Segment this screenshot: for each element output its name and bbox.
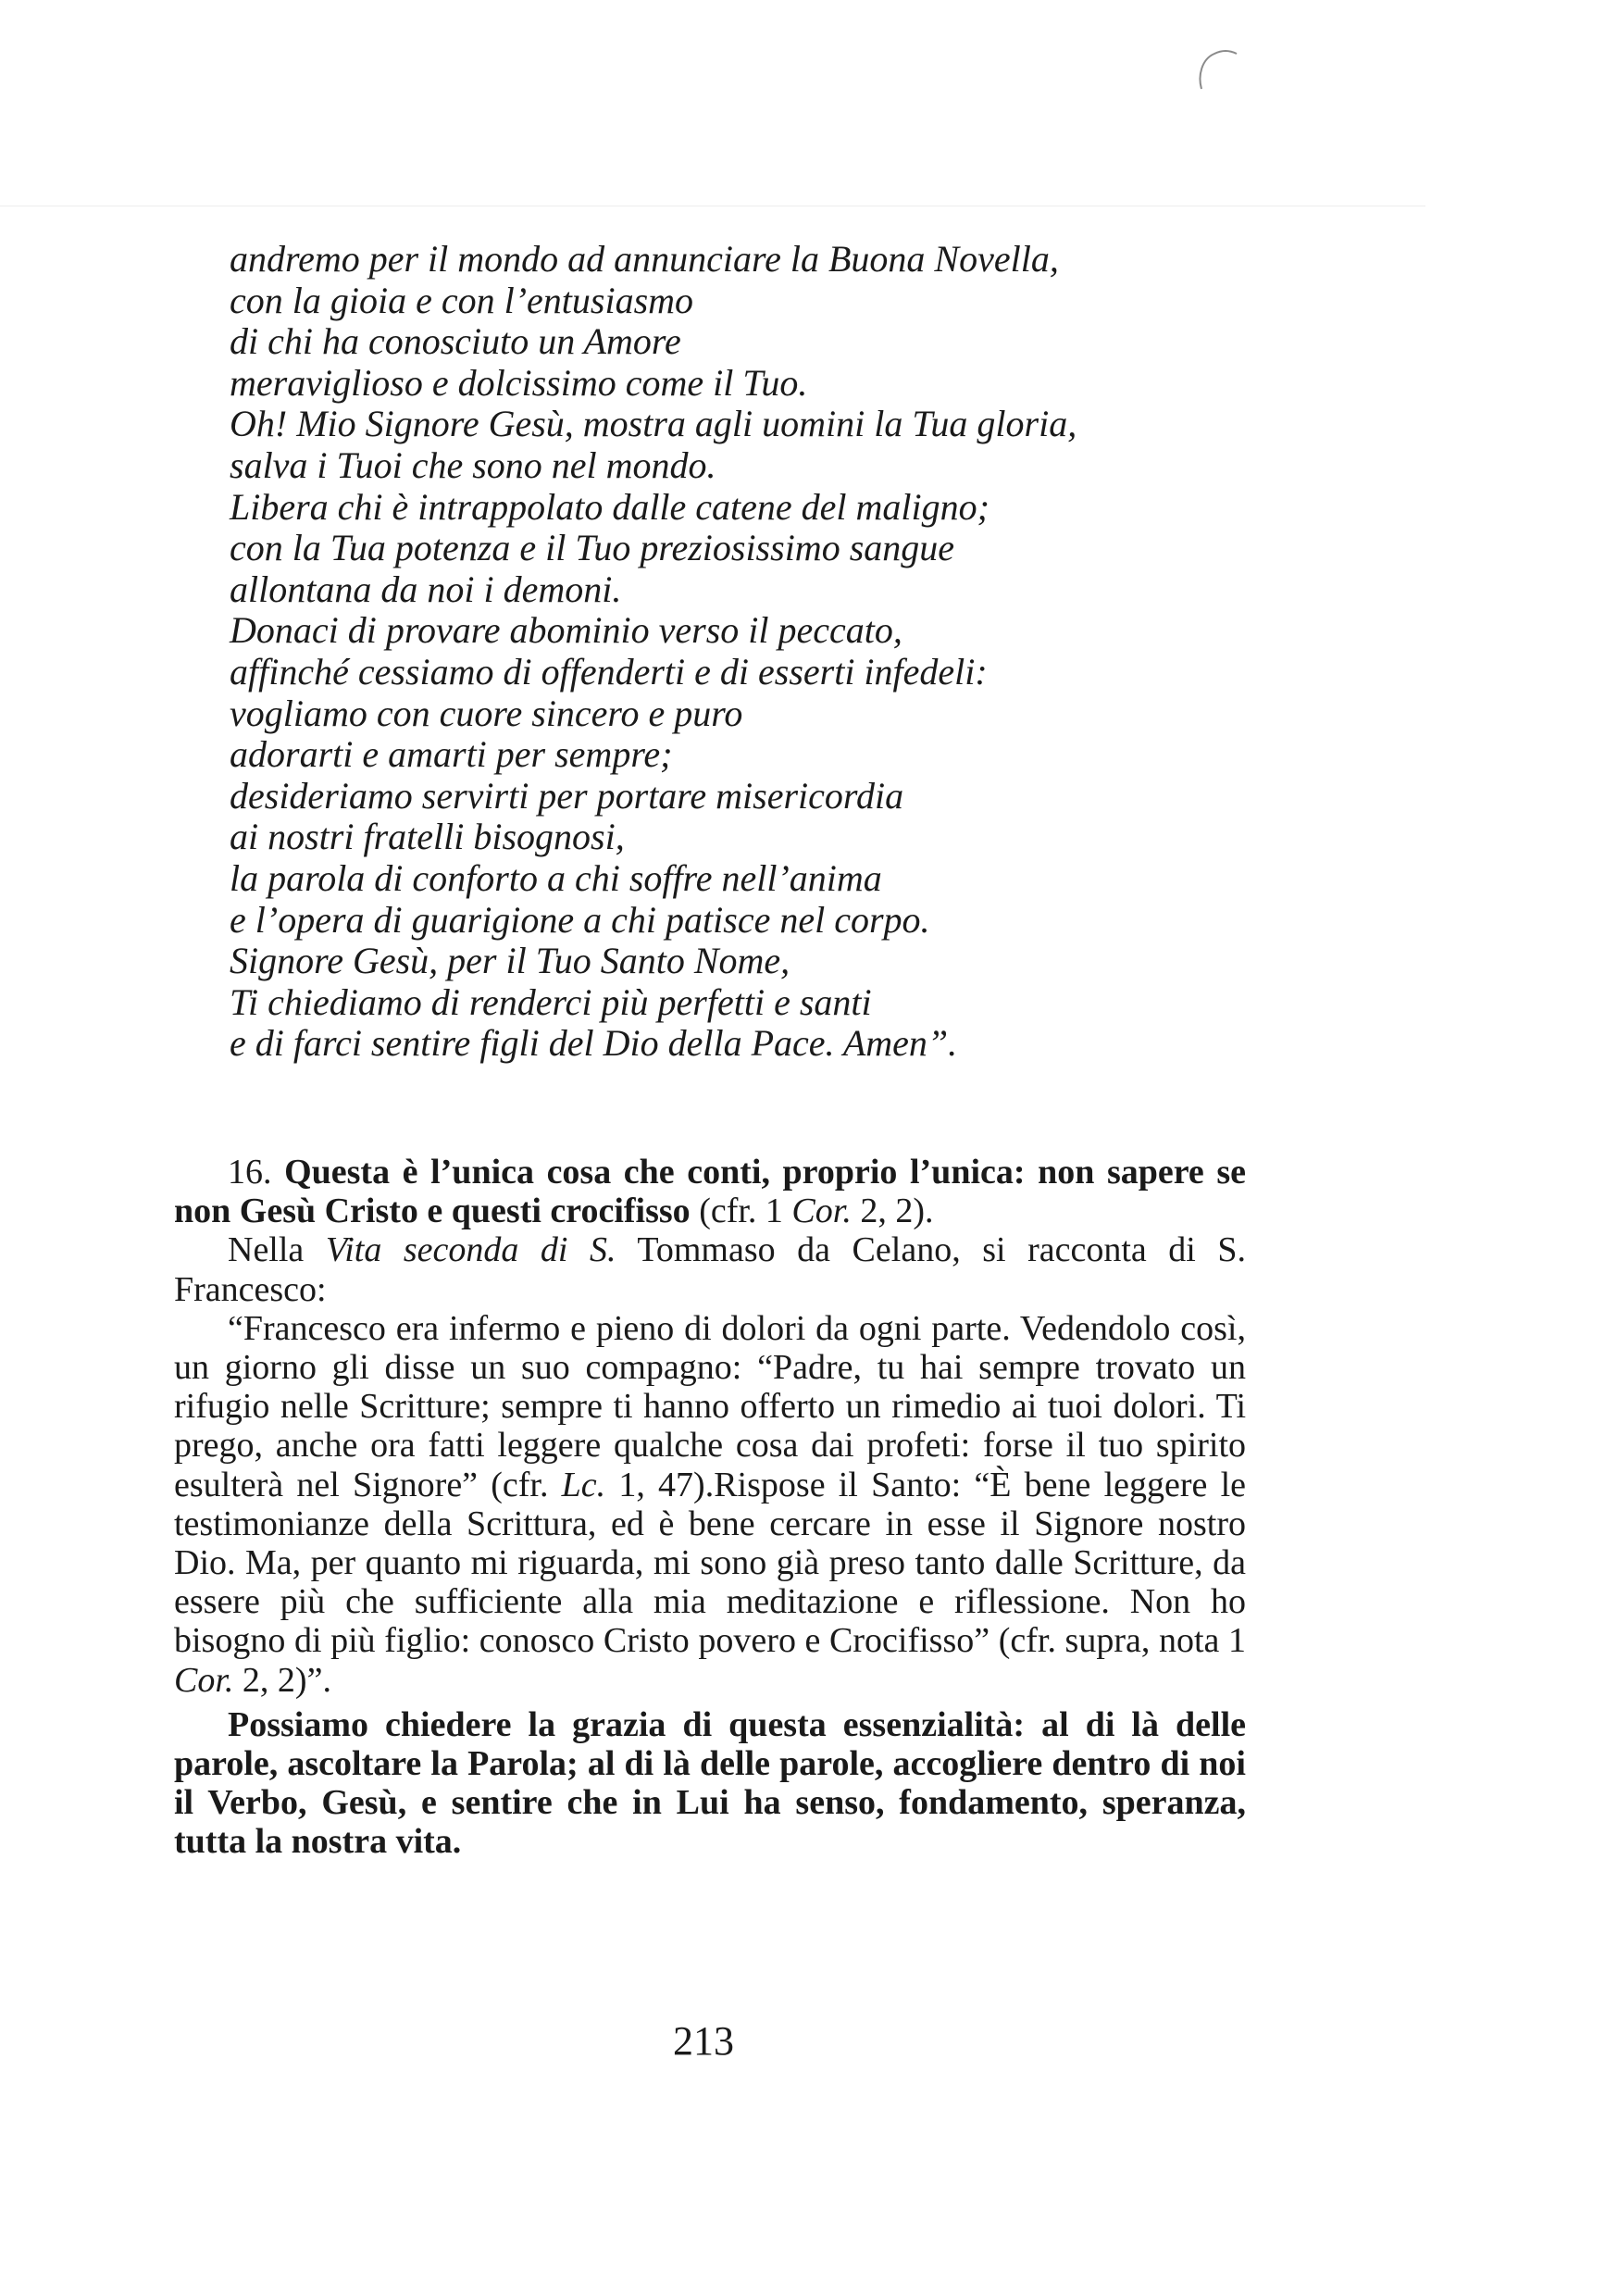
poem-line: Libera chi è intrappolato dalle catene del maligno; xyxy=(230,485,989,528)
section-16-heading: 16. Questa è l’unica cosa che conti, proprio l’unica: non sapere se non Gesù Cristo e questi crocifisso (cfr. 1 Cor. 2, 2). xyxy=(174,1153,1247,1231)
poem-line: ai nostri fratelli bisognosi, xyxy=(230,816,625,858)
poem-line: meraviglioso e dolcissimo come il Tuo. xyxy=(230,361,808,404)
poem-line: vogliamo con cuore sincero e puro xyxy=(230,692,743,734)
poem-line: Signore Gesù, per il Tuo Santo Nome, xyxy=(230,940,790,982)
francis-quote: “Francesco era infermo e pieno di dolori da ogni parte. Vedendolo così, un giorno gli disse un suo compagno: “Padre, tu hai sempre trovato un rifugio nelle Scritture; sempre ti hanno offerto un rimedio ai tuoi dolori. Ti prego, anche ora fatti leggere qualche cosa dai profeti: forse il tuo spirito esulterà nel Signore” (cfr. Lc. 1, 47).Rispose il Santo: “È bene leggere le testimonianze della Scrittura, ed è bene cercare in esse il Signore nostro Dio. Ma, per quanto mi riguarda, mi sono già preso tanto dalle Scritture, da essere più che sufficiente alla mia meditazione e riflessione. Non ho bisogno di più figlio: conosco Cristo povero e Crocifisso” (cfr. supra, nota 1 Cor. 2, 2)”. xyxy=(174,1308,1246,1700)
work-title: Vita seconda di S. xyxy=(325,1230,616,1270)
poem-line: la parola di conforto a chi soffre nell’anima xyxy=(230,856,882,899)
page-number: 213 xyxy=(673,2018,734,2064)
poem-line: affinché cessiamo di offenderti e di esserti infedeli: xyxy=(230,650,988,693)
scan-corner-mark xyxy=(1196,43,1240,94)
closing-exhortation: Possiamo chiedere la grazia di questa essenzialità: al di là delle parole, ascoltare la Parola; al di là delle parole, accogliere dentro di noi il Verbo, Gesù, e sentire che in Lui ha senso, fondamento, speranza, tutta la nostra vita. xyxy=(174,1704,1246,1862)
poem-line: e di farci sentire figli del Dio della Pace. Amen”. xyxy=(230,1022,958,1065)
poem-line: adorarti e amarti per sempre; xyxy=(230,733,673,776)
section-number: 16. xyxy=(228,1153,272,1192)
prayer-poem xyxy=(230,239,1294,1065)
poem-line: andremo per il mondo ad annunciare la Buona Novella, xyxy=(230,238,1059,280)
poem-line: allontana da noi i demoni. xyxy=(230,568,622,610)
poem-line: Ti chiediamo di renderci più perfetti e santi xyxy=(230,980,872,1023)
poem-line: Donaci di provare abominio verso il peccato, xyxy=(230,609,902,652)
section-16 xyxy=(174,1153,1246,1862)
poem-line: di chi ha conosciuto un Amore xyxy=(230,320,681,363)
poem-line: e l’opera di guarigione a chi patisce nel corpo. xyxy=(230,898,930,941)
poem-line: salva i Tuoi che sono nel mondo. xyxy=(230,443,716,486)
poem-line: con la gioia e con l’entusiasmo xyxy=(230,279,694,321)
section-16-intro: Nella Vita seconda di S. Tommaso da Celano, si racconta di S. Francesco: xyxy=(174,1230,1247,1309)
poem-line: Oh! Mio Signore Gesù, mostra agli uomini la Tua gloria, xyxy=(230,403,1077,445)
poem-line: desideriamo servirti per portare misericordia xyxy=(230,774,904,817)
section-16-bold-statement: Questa è l’unica cosa che conti, proprio l’unica: non sapere se non Gesù Cristo e questi crocifisso xyxy=(174,1153,1247,1231)
poem-line: con la Tua potenza e il Tuo preziosissimo sangue xyxy=(230,527,955,569)
